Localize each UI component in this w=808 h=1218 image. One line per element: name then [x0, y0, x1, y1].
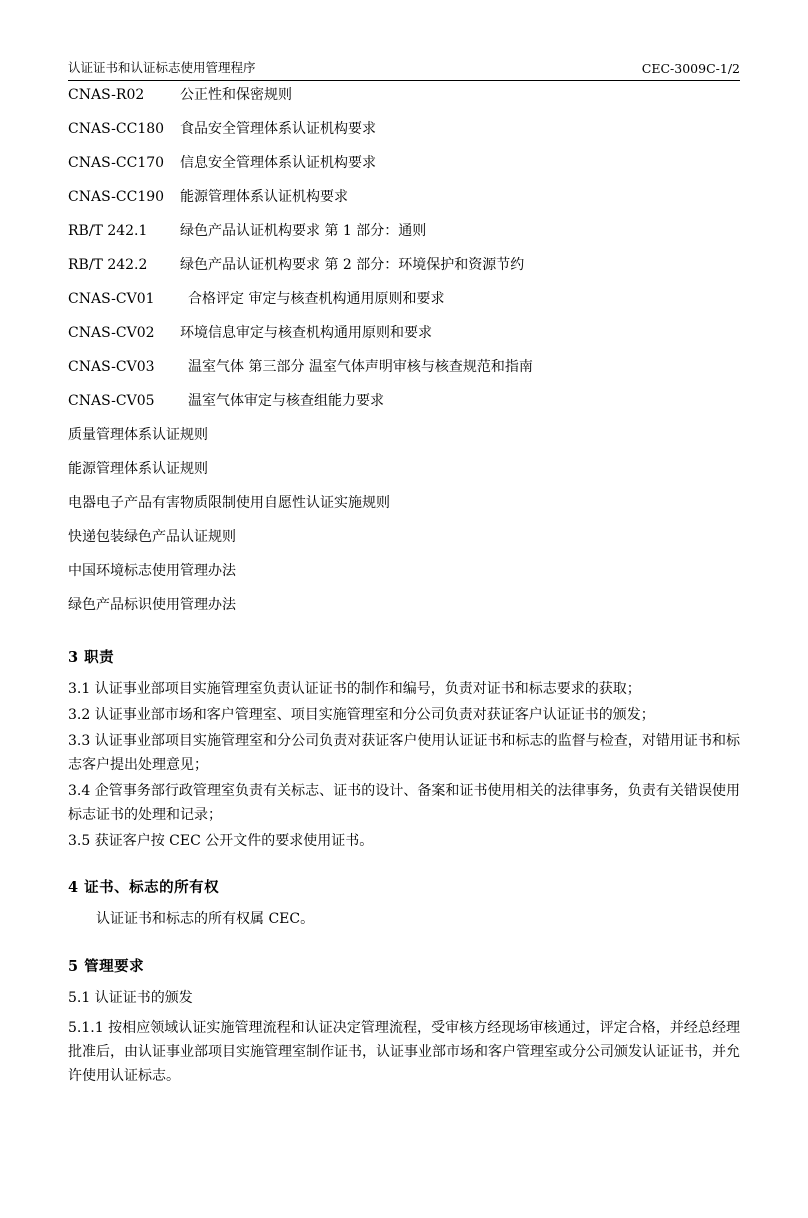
reference-code: CNAS-CV01 [68, 291, 155, 307]
reference-row [68, 360, 740, 394]
document-body [68, 88, 740, 1090]
reference-title: 合格评定 审定与核查机构通用原则和要求 [188, 291, 445, 307]
reference-title: 绿色产品认证机构要求 第 1 部分：通则 [180, 223, 427, 239]
paragraph: 3.4 企管事务部行政管理室负责有关标志、证书的设计、备案和证书使用相关的法律事务，负责有关错误使用标志证书的处理和记录； [68, 783, 740, 824]
reference-code: CNAS-CC170 [68, 155, 165, 171]
paragraph: 3.1 认证事业部项目实施管理室负责认证证书的制作和编号，负责对证书和标志要求的获取； [68, 681, 641, 697]
reference-code: CNAS-R02 [68, 87, 145, 103]
reference-item: 绿色产品标识使用管理办法 [68, 597, 236, 613]
reference-item: 质量管理体系认证规则 [68, 427, 208, 443]
reference-title: 环境信息审定与核查机构通用原则和要求 [180, 325, 432, 341]
reference-row [68, 224, 740, 258]
reference-row [68, 292, 740, 326]
paragraph: 认证证书和标志的所有权属 CEC。 [96, 910, 315, 927]
section-heading-management: 5 管理要求 [68, 957, 145, 975]
subsection-heading-certificate-issuance: 5.1 认证证书的颁发 [68, 989, 193, 1006]
reference-code: CNAS-CC180 [68, 121, 165, 137]
reference-row [68, 258, 740, 292]
reference-title: 信息安全管理体系认证机构要求 [180, 155, 376, 171]
reference-row [68, 122, 740, 156]
reference-row [68, 190, 740, 224]
reference-title: 公正性和保密规则 [180, 87, 292, 103]
reference-item: 快递包装绿色产品认证规则 [68, 529, 236, 545]
paragraph: 5.1.1 按相应领域认证实施管理流程和认证决定管理流程，受审核方经现场审核通过，评定合格，并经总经理批准后，由认证事业部项目实施管理室制作证书，认证事业部市场和客户管理室或分公司颁发认证证书，并允许使用认证标志。 [68, 1019, 740, 1084]
reference-title: 温室气体审定与核查组能力要求 [188, 393, 384, 409]
paragraph: 3.5 获证客户按 CEC 公开文件的要求使用证书。 [68, 833, 374, 850]
header-divider [68, 80, 740, 81]
reference-code: CNAS-CV05 [68, 393, 155, 409]
reference-title: 绿色产品认证机构要求 第 2 部分：环境保护和资源节约 [180, 257, 525, 273]
section-heading-ownership: 4 证书、标志的所有权 [68, 878, 220, 896]
section-heading-responsibilities: 3 职责 [68, 649, 115, 666]
reference-code: CNAS-CV03 [68, 359, 155, 375]
reference-item: 电器电子产品有害物质限制使用自愿性认证实施规则 [68, 495, 390, 511]
reference-row [68, 156, 740, 190]
reference-row [68, 88, 740, 122]
reference-title: 食品安全管理体系认证机构要求 [180, 121, 376, 137]
header-document-title: 认证证书和认证标志使用管理程序 [68, 60, 256, 75]
page-header [68, 58, 740, 76]
reference-code: RB/T 242.2 [68, 257, 148, 273]
reference-code: CNAS-CV02 [68, 325, 155, 341]
reference-row [68, 394, 740, 428]
reference-code: RB/T 242.1 [68, 223, 148, 239]
reference-title: 温室气体 第三部分 温室气体声明审核与核查规范和指南 [188, 359, 533, 375]
header-document-code: CEC-3009C-1/2 [641, 61, 740, 76]
reference-code: CNAS-CC190 [68, 189, 165, 205]
paragraph: 3.3 认证事业部项目实施管理室和分公司负责对获证客户使用认证证书和标志的监督与检查，对错用证书和标志客户提出处理意见； [68, 733, 740, 774]
reference-row [68, 326, 740, 360]
reference-item: 中国环境标志使用管理办法 [68, 563, 236, 579]
reference-item: 能源管理体系认证规则 [68, 461, 208, 477]
paragraph: 3.2 认证事业部市场和客户管理室、项目实施管理室和分公司负责对获证客户认证证书的颁发； [68, 707, 655, 724]
reference-title: 能源管理体系认证机构要求 [180, 189, 348, 205]
